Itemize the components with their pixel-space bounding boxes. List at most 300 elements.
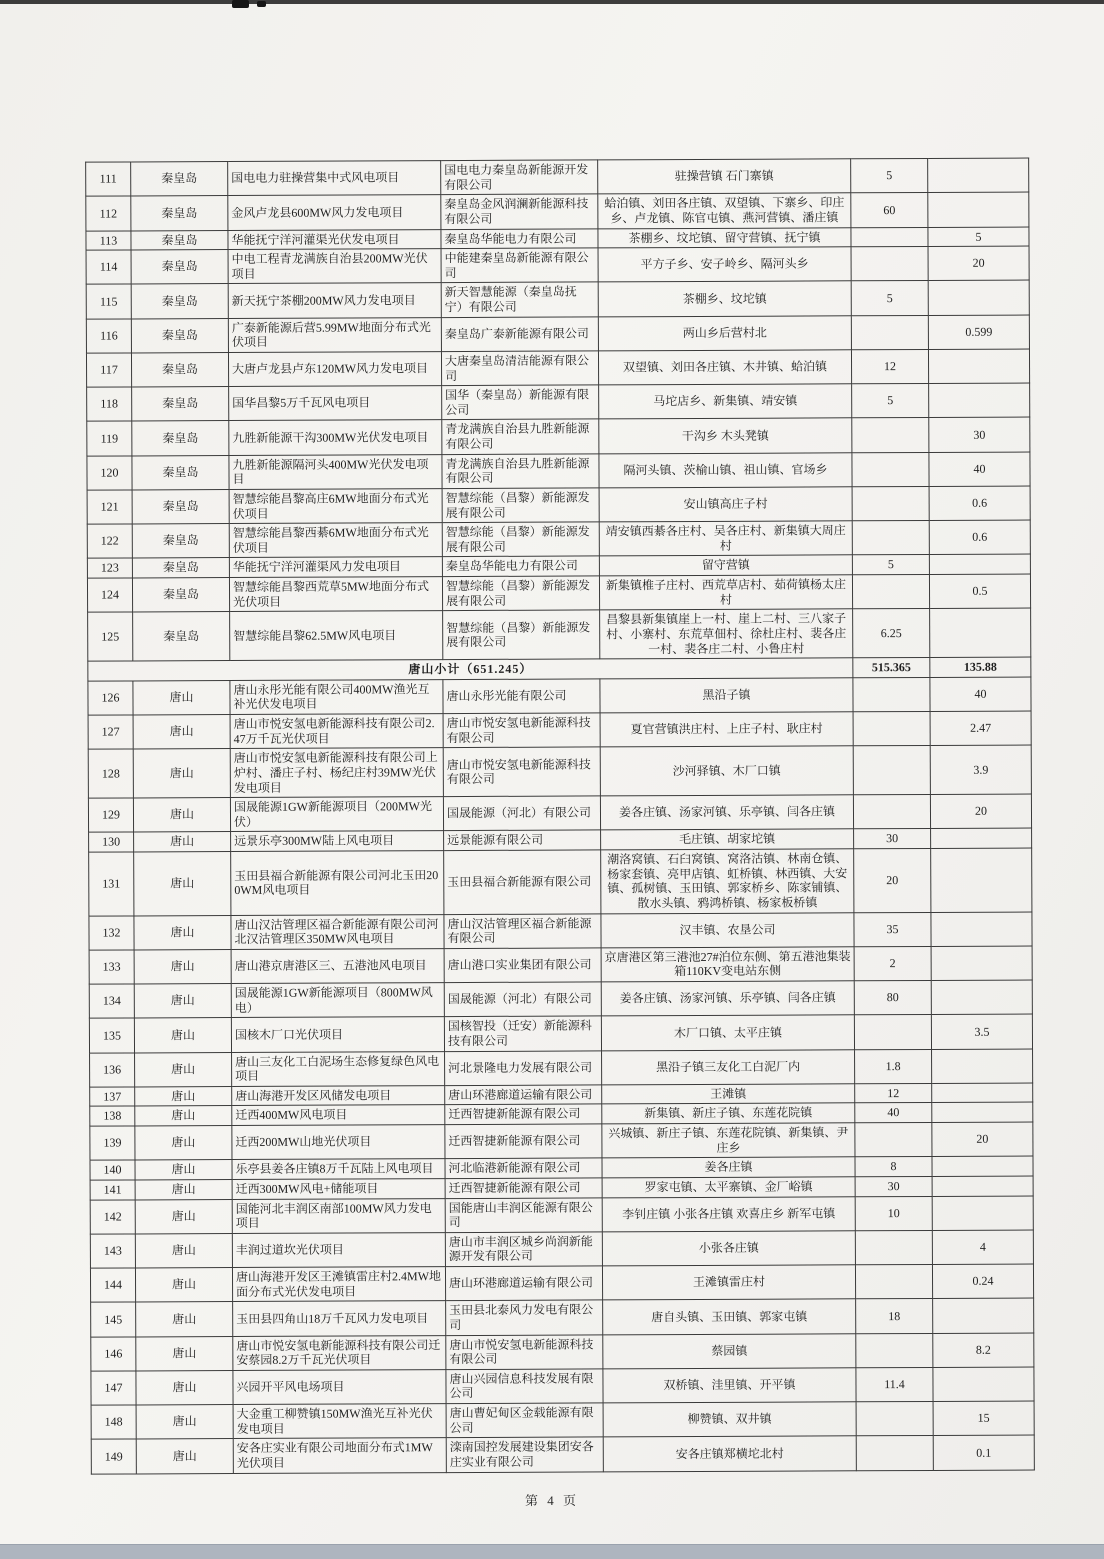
cell-solar-capacity [931, 980, 1032, 1015]
cell-company: 国晟能源（河北）有限公司 [444, 982, 601, 1017]
cell-row-number: 142 [90, 1199, 135, 1233]
table-row [88, 745, 1031, 798]
cell-city: 秦皇岛 [131, 250, 228, 285]
cell-solar-capacity [932, 1049, 1033, 1084]
table-row [86, 192, 1029, 230]
cell-row-number: 126 [88, 681, 133, 715]
cell-project-name: 唐山三友化工白泥场生态修复绿色风电项目 [232, 1051, 445, 1086]
cell-wind-capacity [855, 1122, 932, 1157]
cell-wind-capacity [856, 1401, 933, 1436]
cell-location: 靖安镇西綦各庄村、吴各庄村、新集镇大周庄村 [599, 521, 852, 556]
cell-row-number: 135 [89, 1018, 134, 1052]
cell-row-number: 144 [90, 1268, 135, 1302]
cell-city: 唐山 [135, 1052, 232, 1087]
cell-wind-capacity: 35 [854, 912, 931, 947]
cell-solar-capacity [928, 192, 1029, 227]
cell-project-name: 金风卢龙县600MW风力发电项目 [228, 195, 441, 230]
cell-solar-capacity [928, 158, 1029, 193]
cell-city: 秦皇岛 [131, 352, 228, 387]
cell-project-name: 大唐卢龙县卢东120MW风力发电项目 [228, 351, 441, 386]
cell-location: 姜各庄镇、汤家河镇、乐亭镇、闫各庄镇 [601, 981, 854, 1016]
cell-project-name: 华能抚宁洋河灌渠光伏发电项目 [228, 229, 441, 250]
cell-city: 唐山 [136, 1439, 233, 1474]
cell-location: 驻操营镇 石门寨镇 [598, 159, 851, 194]
cell-wind-capacity: 12 [855, 1083, 932, 1103]
cell-wind-capacity [855, 1264, 932, 1299]
cell-row-number: 118 [87, 387, 132, 421]
cell-city: 秦皇岛 [132, 524, 229, 559]
cell-company: 唐山汉沽管理区福合新能源有限公司 [444, 913, 601, 948]
cell-company: 迁西智捷新能源有限公司 [445, 1178, 602, 1198]
cell-location: 安各庄镇郑横坨北村 [603, 1436, 856, 1471]
cell-company: 滦南国控发展建设集团安各庄实业有限公司 [446, 1437, 603, 1472]
cell-city: 唐山 [133, 715, 230, 750]
cell-location: 昌黎县新集镇崖上一村、崖上二村、三八家子村、小寨村、东荒草佃村、徐杜庄村、裴各庄一村、裴各庄二村、小鲁庄村 [600, 609, 853, 659]
cell-wind-capacity [853, 746, 930, 795]
cell-row-number: 130 [89, 832, 134, 852]
cell-location: 隔河头镇、茨榆山镇、祖山镇、官场乡 [599, 452, 852, 487]
cell-company: 河北临港新能源有限公司 [445, 1158, 602, 1178]
cell-company: 唐山永彤光能有限公司 [443, 679, 600, 714]
cell-row-number: 111 [86, 162, 131, 196]
cell-wind-capacity [852, 418, 929, 453]
cell-solar-capacity [931, 828, 1032, 848]
cell-wind-capacity: 2 [854, 946, 931, 981]
cell-row-number: 149 [91, 1439, 136, 1473]
table-row [86, 158, 1029, 196]
cell-wind-capacity [851, 247, 928, 282]
cell-location: 黑沿子镇三友化工白泥厂内 [602, 1049, 855, 1084]
cell-row-number: 138 [90, 1106, 135, 1126]
table-row [90, 1264, 1033, 1302]
cell-wind-capacity: 18 [856, 1299, 933, 1334]
cell-solar-capacity [931, 848, 1032, 912]
cell-company: 青龙满族自治县九胜新能源有限公司 [442, 419, 599, 454]
cell-wind-capacity: 60 [851, 193, 928, 228]
table-row [87, 520, 1030, 558]
cell-city: 唐山 [135, 1268, 232, 1303]
cell-city: 唐山 [134, 949, 231, 984]
cell-city: 唐山 [134, 915, 231, 950]
cell-location: 柳赞镇、双井镇 [603, 1402, 856, 1437]
cell-wind-capacity [856, 1436, 933, 1471]
cell-project-name: 智慧综能昌黎西綦6MW地面分布式光伏项目 [229, 523, 442, 558]
cell-company: 唐山港口实业集团有限公司 [444, 948, 601, 983]
cell-project-name: 广泰新能源后营5.99MW地面分布式光伏项目 [228, 317, 441, 352]
cell-wind-capacity [853, 711, 930, 746]
cell-company: 唐山市悦安氢电新能源科技有限公司 [446, 1334, 603, 1369]
cell-company: 玉田县北泰风力发电有限公司 [446, 1300, 603, 1335]
cell-solar-capacity: 30 [929, 417, 1030, 452]
table-row [86, 315, 1029, 353]
cell-row-number: 134 [89, 984, 134, 1018]
cell-city: 秦皇岛 [131, 162, 228, 197]
scan-artifact-mark [232, 0, 249, 8]
cell-wind-capacity: 30 [854, 829, 931, 849]
cell-project-name: 唐山汉沽管理区福合新能源有限公司河北汉沽管理区350MW风电项目 [231, 914, 444, 949]
cell-wind-capacity [856, 1333, 933, 1368]
cell-city: 唐山 [135, 1179, 232, 1199]
cell-row-number: 137 [90, 1087, 135, 1107]
cell-location: 姜各庄镇 [602, 1157, 855, 1178]
cell-company: 智慧综能（昌黎）新能源发展有限公司 [442, 488, 599, 523]
cell-company: 唐山市悦安氢电新能源科技有限公司 [443, 747, 600, 797]
cell-location: 干沟乡 木头凳镇 [599, 418, 852, 453]
cell-company: 青龙满族自治县九胜新能源有限公司 [442, 454, 599, 489]
table-row [89, 980, 1032, 1018]
cell-row-number: 114 [86, 250, 131, 284]
cell-city: 唐山 [135, 1106, 232, 1126]
cell-city: 秦皇岛 [132, 387, 229, 422]
cell-city: 秦皇岛 [131, 318, 228, 353]
cell-location: 夏官营镇洪庄村、上庄子村、耿庄村 [600, 712, 853, 747]
cell-row-number: 139 [90, 1126, 135, 1160]
cell-project-name: 唐山海港开发区风储发电项目 [232, 1085, 445, 1106]
cell-location: 木厂口镇、太平庄镇 [601, 1015, 854, 1050]
table-row [91, 1298, 1034, 1336]
cell-solar-capacity: 0.24 [932, 1264, 1033, 1299]
cell-row-number: 132 [89, 915, 134, 949]
cell-company: 唐山兴园信息科技发展有限公司 [446, 1369, 603, 1404]
cell-row-number: 123 [87, 558, 132, 578]
scan-artifact-mark [257, 1, 266, 7]
cell-row-number: 117 [86, 353, 131, 387]
cell-company: 国华（秦皇岛）新能源有限公司 [442, 385, 599, 420]
cell-location: 唐自头镇、玉田镇、郭家屯镇 [603, 1299, 856, 1334]
cell-location: 王滩镇 [602, 1084, 855, 1105]
cell-project-name: 唐山市悦安氢电新能源科技有限公司2.47万千瓦光伏项目 [230, 714, 443, 749]
cell-solar-capacity [932, 1102, 1033, 1122]
table-row [90, 1196, 1033, 1234]
cell-project-name: 玉田县四角山18万千瓦风力发电项目 [233, 1301, 446, 1336]
cell-city: 秦皇岛 [131, 196, 228, 231]
table-row [91, 1401, 1034, 1439]
table-container [85, 158, 1035, 1475]
cell-location: 毛庄镇、胡家坨镇 [601, 829, 854, 850]
cell-wind-capacity [854, 1015, 931, 1050]
table-row [87, 417, 1030, 455]
table-row [86, 246, 1029, 284]
cell-city: 唐山 [133, 798, 230, 833]
cell-row-number: 141 [90, 1180, 135, 1200]
cell-city: 秦皇岛 [133, 612, 230, 661]
cell-solar-capacity [928, 280, 1029, 315]
cell-project-name: 中电工程青龙满族自治县200MW光伏项目 [228, 249, 441, 284]
table-row [88, 677, 1031, 715]
cell-location: 潮洛窝镇、石臼窝镇、窝洛沽镇、林南仓镇、杨家套镇、亮甲店镇、虹桥镇、林西镇、大安镇、孤树镇、玉田镇、郭家桥乡、陈家铺镇、散水头镇、鸦鸿桥镇、杨家板桥镇 [601, 849, 854, 914]
cell-project-name: 国能河北丰润区南部100MW风力发电项目 [232, 1198, 445, 1233]
cell-project-name: 远景乐亭300MW陆上风电项目 [231, 831, 444, 852]
cell-location: 平方子乡、安子岭乡、隔河头乡 [598, 247, 851, 282]
subtotal-wind-capacity: 515.365 [853, 658, 930, 678]
cell-row-number: 146 [91, 1336, 136, 1370]
cell-wind-capacity [852, 486, 929, 521]
cell-city: 秦皇岛 [132, 558, 229, 578]
cell-solar-capacity: 2.47 [930, 711, 1031, 746]
cell-wind-capacity: 5 [851, 158, 928, 193]
table-row [90, 1049, 1033, 1087]
cell-location: 新集镇、新庄子镇、东莲花院镇 [602, 1103, 855, 1124]
cell-company: 唐山环港廊道运输有限公司 [445, 1266, 602, 1301]
cell-solar-capacity [931, 946, 1032, 981]
table-row [88, 794, 1031, 832]
cell-wind-capacity: 10 [855, 1196, 932, 1231]
cell-project-name: 迁西200MW山地光伏项目 [232, 1125, 445, 1160]
cell-location: 双望镇、刘田各庄镇、木井镇、蛤泊镇 [598, 350, 851, 385]
cell-company: 唐山市丰润区城乡尚润新能源开发有限公司 [445, 1232, 602, 1267]
table-row [90, 1230, 1033, 1268]
cell-location: 蔡园镇 [603, 1333, 856, 1368]
cell-company: 迁西智捷新能源有限公司 [445, 1124, 602, 1159]
cell-location: 新集镇椎子庄村、西荒草店村、茹荷镇杨太庄村 [599, 575, 852, 610]
cell-solar-capacity: 0.6 [929, 520, 1030, 555]
cell-project-name: 唐山港京唐港区三、五港池风电项目 [231, 948, 444, 983]
cell-city: 唐山 [134, 832, 231, 852]
cell-project-name: 国核木厂口光伏项目 [231, 1017, 444, 1052]
cell-city: 唐山 [135, 1086, 232, 1106]
cell-project-name: 迁西400MW风电项目 [232, 1105, 445, 1126]
cell-solar-capacity: 20 [930, 794, 1031, 829]
cell-row-number: 120 [87, 456, 132, 490]
cell-project-name: 九胜新能源隔河头400MW光伏发电项目 [229, 454, 442, 489]
cell-company: 玉田县福合新能源有限公司 [444, 850, 601, 914]
cell-solar-capacity: 0.5 [929, 574, 1030, 609]
cell-project-name: 智慧综能昌黎62.5MW风电项目 [230, 611, 443, 661]
table-row [86, 349, 1029, 387]
cell-wind-capacity: 12 [851, 349, 928, 384]
table-row [88, 608, 1031, 661]
cell-project-name: 唐山海港开发区王滩镇雷庄村2.4MW地面分布式光伏发电项目 [232, 1267, 445, 1302]
cell-location: 王滩镇雷庄村 [602, 1265, 855, 1300]
cell-wind-capacity: 5 [852, 555, 929, 575]
cell-company: 智慧综能（昌黎）新能源发展有限公司 [442, 522, 599, 557]
cell-location: 安山镇高庄子村 [599, 487, 852, 522]
cell-city: 唐山 [133, 749, 230, 798]
cell-company: 大唐秦皇岛清洁能源有限公司 [441, 351, 598, 386]
cell-wind-capacity: 11.4 [856, 1367, 933, 1402]
table-row [91, 1435, 1034, 1473]
cell-row-number: 136 [90, 1052, 135, 1086]
cell-location: 马坨店乡、新集镇、靖安镇 [599, 384, 852, 419]
cell-city: 唐山 [133, 680, 230, 715]
cell-solar-capacity [932, 1156, 1033, 1176]
table-row [89, 912, 1032, 950]
cell-row-number: 116 [86, 319, 131, 353]
cell-city: 秦皇岛 [132, 421, 229, 456]
cell-solar-capacity [933, 1298, 1034, 1333]
cell-row-number: 147 [91, 1371, 136, 1405]
cell-solar-capacity [929, 383, 1030, 418]
cell-project-name: 九胜新能源干沟300MW光伏发电项目 [229, 420, 442, 455]
cell-row-number: 143 [90, 1234, 135, 1268]
cell-company: 中能建秦皇岛新能源有限公司 [441, 248, 598, 283]
cell-city: 唐山 [136, 1370, 233, 1405]
cell-company: 唐山曹妃甸区金载能源有限公司 [446, 1403, 603, 1438]
subtotal-label: 唐山小计（651.245） [88, 658, 853, 681]
cell-wind-capacity [853, 677, 930, 712]
cell-solar-capacity: 4 [932, 1230, 1033, 1265]
cell-project-name: 国华昌黎5万千瓦风电项目 [229, 386, 442, 421]
cell-wind-capacity: 8 [855, 1157, 932, 1177]
cell-wind-capacity: 30 [855, 1176, 932, 1196]
cell-wind-capacity: 5 [851, 281, 928, 316]
cell-wind-capacity [851, 315, 928, 350]
cell-location: 茶棚乡、坟坨镇、留守营镇、抚宁镇 [598, 227, 851, 248]
cell-company: 国核智投（迁安）新能源科技有限公司 [444, 1016, 601, 1051]
cell-solar-capacity: 5 [928, 227, 1029, 247]
cell-city: 唐山 [134, 984, 231, 1019]
cell-project-name: 国电电力驻操营集中式风电项目 [228, 161, 441, 196]
cell-location: 姜各庄镇、汤家河镇、乐亭镇、闫各庄镇 [600, 795, 853, 830]
cell-city: 秦皇岛 [132, 455, 229, 490]
cell-wind-capacity [852, 574, 929, 609]
cell-solar-capacity [932, 1176, 1033, 1196]
cell-wind-capacity [851, 227, 928, 247]
cell-row-number: 140 [90, 1160, 135, 1180]
cell-solar-capacity [930, 608, 1031, 657]
cell-project-name: 智慧综能昌黎西荒草5MW地面分布式光伏项目 [229, 577, 442, 612]
cell-project-name: 国晟能源1GW新能源项目（200MW光伏） [230, 797, 443, 832]
cell-company: 国能唐山丰润区能源有限公司 [445, 1197, 602, 1232]
subtotal-solar-capacity: 135.88 [930, 657, 1031, 677]
cell-company: 唐山市悦安氢电新能源科技有限公司 [443, 713, 600, 748]
cell-project-name: 唐山市悦安氢电新能源科技有限公司迁安蔡园8.2万千瓦光伏项目 [233, 1335, 446, 1370]
cell-city: 秦皇岛 [131, 284, 228, 319]
cell-city: 唐山 [135, 1126, 232, 1161]
cell-company: 国电电力秦皇岛新能源开发有限公司 [441, 160, 598, 195]
cell-location: 小张各庄镇 [602, 1231, 855, 1266]
cell-location: 茶棚乡、坟坨镇 [598, 281, 851, 316]
cell-city: 唐山 [134, 852, 231, 916]
cell-wind-capacity: 80 [854, 980, 931, 1015]
cell-solar-capacity: 8.2 [933, 1333, 1034, 1368]
cell-row-number: 121 [87, 490, 132, 524]
cell-wind-capacity [855, 1230, 932, 1265]
cell-project-name: 唐山永彤光能有限公司400MW渔光互补光伏发电项目 [230, 679, 443, 714]
cell-company: 新天智慧能源（秦皇岛抚宁）有限公司 [441, 282, 598, 317]
cell-project-name: 大金重工柳赞镇150MW渔光互补光伏发电项目 [233, 1404, 446, 1439]
cell-solar-capacity: 0.6 [929, 486, 1030, 521]
cell-row-number: 128 [88, 749, 133, 798]
cell-city: 唐山 [136, 1405, 233, 1440]
cell-wind-capacity: 5 [852, 384, 929, 419]
cell-solar-capacity: 0.599 [928, 315, 1029, 350]
cell-company: 智慧综能（昌黎）新能源发展有限公司 [443, 610, 600, 660]
table-row [89, 946, 1032, 984]
cell-wind-capacity [852, 521, 929, 556]
cell-project-name: 乐亭县姜各庄镇8万千瓦陆上风电项目 [232, 1159, 445, 1180]
table-row [91, 1367, 1034, 1405]
cell-location: 兴城镇、新庄子镇、东莲花院镇、新集镇、尹庄乡 [602, 1123, 855, 1158]
cell-solar-capacity: 20 [932, 1122, 1033, 1157]
cell-row-number: 133 [89, 950, 134, 984]
cell-city: 唐山 [135, 1233, 232, 1268]
cell-wind-capacity: 40 [855, 1103, 932, 1123]
cell-solar-capacity [928, 349, 1029, 384]
table-row [87, 574, 1030, 612]
table-row [89, 848, 1032, 916]
cell-location: 两山乡后营村北 [598, 315, 851, 350]
table-row [87, 383, 1030, 421]
cell-solar-capacity [931, 912, 1032, 947]
table-row [88, 711, 1031, 749]
table-row [87, 486, 1030, 524]
cell-project-name: 新天抚宁茶棚200MW风力发电项目 [228, 283, 441, 318]
table-row [89, 1014, 1032, 1052]
cell-row-number: 115 [86, 284, 131, 318]
cell-company: 远景能源有限公司 [444, 830, 601, 850]
cell-company: 唐山环港廊道运输有限公司 [445, 1085, 602, 1105]
cell-solar-capacity [929, 554, 1030, 574]
cell-project-name: 玉田县福合新能源有限公司河北玉田200WM风电项目 [231, 851, 444, 915]
cell-solar-capacity [932, 1196, 1033, 1231]
scan-artifact-top-edge [0, 0, 1104, 4]
cell-row-number: 113 [86, 230, 131, 250]
cell-row-number: 145 [91, 1302, 136, 1336]
cell-solar-capacity: 40 [930, 677, 1031, 712]
cell-solar-capacity: 40 [929, 452, 1030, 487]
cell-row-number: 122 [87, 524, 132, 558]
cell-location: 罗家屯镇、太平寨镇、金厂峪镇 [602, 1177, 855, 1198]
cell-project-name: 安各庄实业有限公司地面分布式1MW光伏项目 [233, 1438, 446, 1473]
cell-project-name: 兴园开平风电场项目 [233, 1369, 446, 1404]
scan-artifact-bottom-edge [0, 1544, 1104, 1559]
cell-row-number: 127 [88, 715, 133, 749]
cell-solar-capacity: 0.1 [933, 1435, 1034, 1470]
cell-city: 唐山 [136, 1336, 233, 1371]
cell-row-number: 131 [89, 852, 134, 916]
cell-city: 秦皇岛 [131, 230, 228, 250]
cell-row-number: 112 [86, 196, 131, 230]
cell-solar-capacity [933, 1367, 1034, 1402]
cell-wind-capacity: 1.8 [855, 1049, 932, 1084]
cell-solar-capacity: 3.9 [930, 745, 1031, 794]
cell-wind-capacity: 6.25 [853, 609, 930, 658]
cell-company: 智慧综能（昌黎）新能源发展有限公司 [442, 576, 599, 611]
cell-city: 唐山 [136, 1302, 233, 1337]
cell-project-name: 迁西300MW风电+储能项目 [232, 1178, 445, 1199]
cell-location: 留守营镇 [599, 555, 852, 576]
cell-city: 秦皇岛 [132, 489, 229, 524]
cell-location: 黑沿子镇 [600, 678, 853, 713]
cell-company: 秦皇岛华能电力有限公司 [442, 556, 599, 576]
cell-row-number: 124 [87, 578, 132, 612]
cell-company: 秦皇岛华能电力有限公司 [441, 228, 598, 248]
projects-table [85, 158, 1035, 1475]
cell-row-number: 125 [88, 612, 133, 661]
cell-solar-capacity: 20 [928, 246, 1029, 281]
cell-solar-capacity: 3.5 [931, 1014, 1032, 1049]
cell-company: 河北景隆电力发展有限公司 [445, 1050, 602, 1085]
cell-row-number: 129 [88, 798, 133, 832]
cell-city: 唐山 [135, 1160, 232, 1180]
cell-location: 汉丰镇、农垦公司 [601, 912, 854, 947]
table-row [87, 452, 1030, 490]
cell-location: 李钊庄镇 小张各庄镇 欢喜庄乡 新军屯镇 [602, 1196, 855, 1231]
cell-project-name: 智慧综能昌黎高庄6MW地面分布式光伏项目 [229, 488, 442, 523]
cell-project-name: 国晟能源1GW新能源项目（800MW风电） [231, 983, 444, 1018]
cell-project-name: 唐山市悦安氢电新能源科技有限公司上炉村、潘庄子村、杨纪庄村39MW光伏发电项目 [230, 748, 443, 798]
cell-wind-capacity [852, 452, 929, 487]
cell-city: 唐山 [135, 1199, 232, 1234]
table-row [90, 1122, 1033, 1160]
cell-row-number: 148 [91, 1405, 136, 1439]
cell-location: 京唐港区第三港池27#泊位东侧、第五港池集装箱110KV变电站东侧 [601, 947, 854, 982]
cell-project-name: 丰润过道坎光伏项目 [232, 1232, 445, 1267]
cell-location: 双桥镇、洼里镇、开平镇 [603, 1368, 856, 1403]
cell-project-name: 华能抚宁洋河灌渠风力发电项目 [229, 557, 442, 578]
cell-wind-capacity: 20 [854, 848, 931, 912]
